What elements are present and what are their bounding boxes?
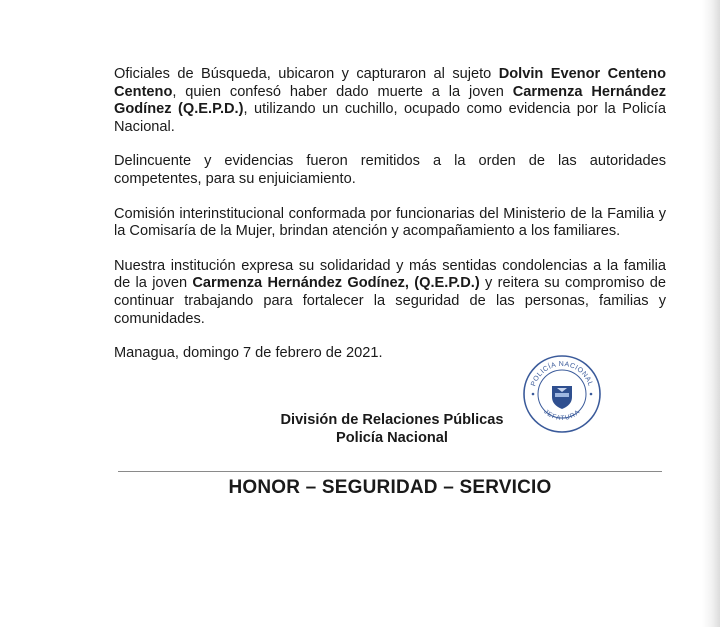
p1-text-1: Oficiales de Búsqueda, ubicaron y capturaron al sujeto — [114, 66, 499, 82]
page-edge-shadow — [702, 0, 720, 627]
svg-text:POLICÍA NACIONAL — [530, 361, 594, 387]
date-line: Managua, domingo 7 de febrero de 2021. — [114, 345, 383, 362]
paragraph-condolences — [114, 258, 666, 328]
seal-top-text: POLICÍA NACIONAL — [530, 360, 594, 388]
p4-text-1: Nuestra institución expresa su solidaridad y más sentidas condolencias a la familia de la joven — [114, 257, 666, 292]
paragraph-capture — [114, 66, 666, 136]
footer-motto: HONOR – SEGURIDAD – SERVICIO — [228, 477, 552, 498]
p4-text-2: y reitera su compromiso de continuar trabajando para fortalecer la seguridad de las personas, familias y comunidades. — [114, 275, 666, 327]
victim-name: Carmenza Hernández Godínez (Q.E.P.D.) — [114, 83, 666, 118]
svg-text:JEFATURA — [542, 408, 581, 422]
paragraph-referral: Delincuente y evidencias fueron remitidos a la orden de las autoridades competentes, para su enjuiciamiento. — [114, 153, 666, 187]
signature-institution: Policía Nacional — [336, 430, 448, 446]
p1-text-3: , utilizando un cuchillo, ocupado como evidencia por la Policía Nacional. — [114, 101, 666, 135]
p1-text-2: , quien confesó haber dado muerte a la joven — [172, 83, 513, 100]
footer-divider — [118, 471, 662, 472]
police-seal-stamp — [521, 353, 603, 435]
seal-bottom-text: JEFATURA — [542, 408, 582, 423]
signature-block — [270, 411, 514, 447]
press-release-body — [114, 66, 666, 380]
signature-division: División de Relaciones Públicas — [280, 412, 504, 428]
paragraph-commission: Comisión interinstitucional conformada por funcionarias del Ministerio de la Familia y la Comisaría de la Mujer, brindan atención y acompañamiento a los familiares. — [114, 205, 666, 240]
shield-emblem-icon — [552, 386, 572, 409]
suspect-name: Dolvin Evenor Centeno Centeno — [114, 66, 666, 100]
victim-name-repeat: Carmenza Hernández Godínez, (Q.E.P.D.) — [192, 275, 480, 292]
